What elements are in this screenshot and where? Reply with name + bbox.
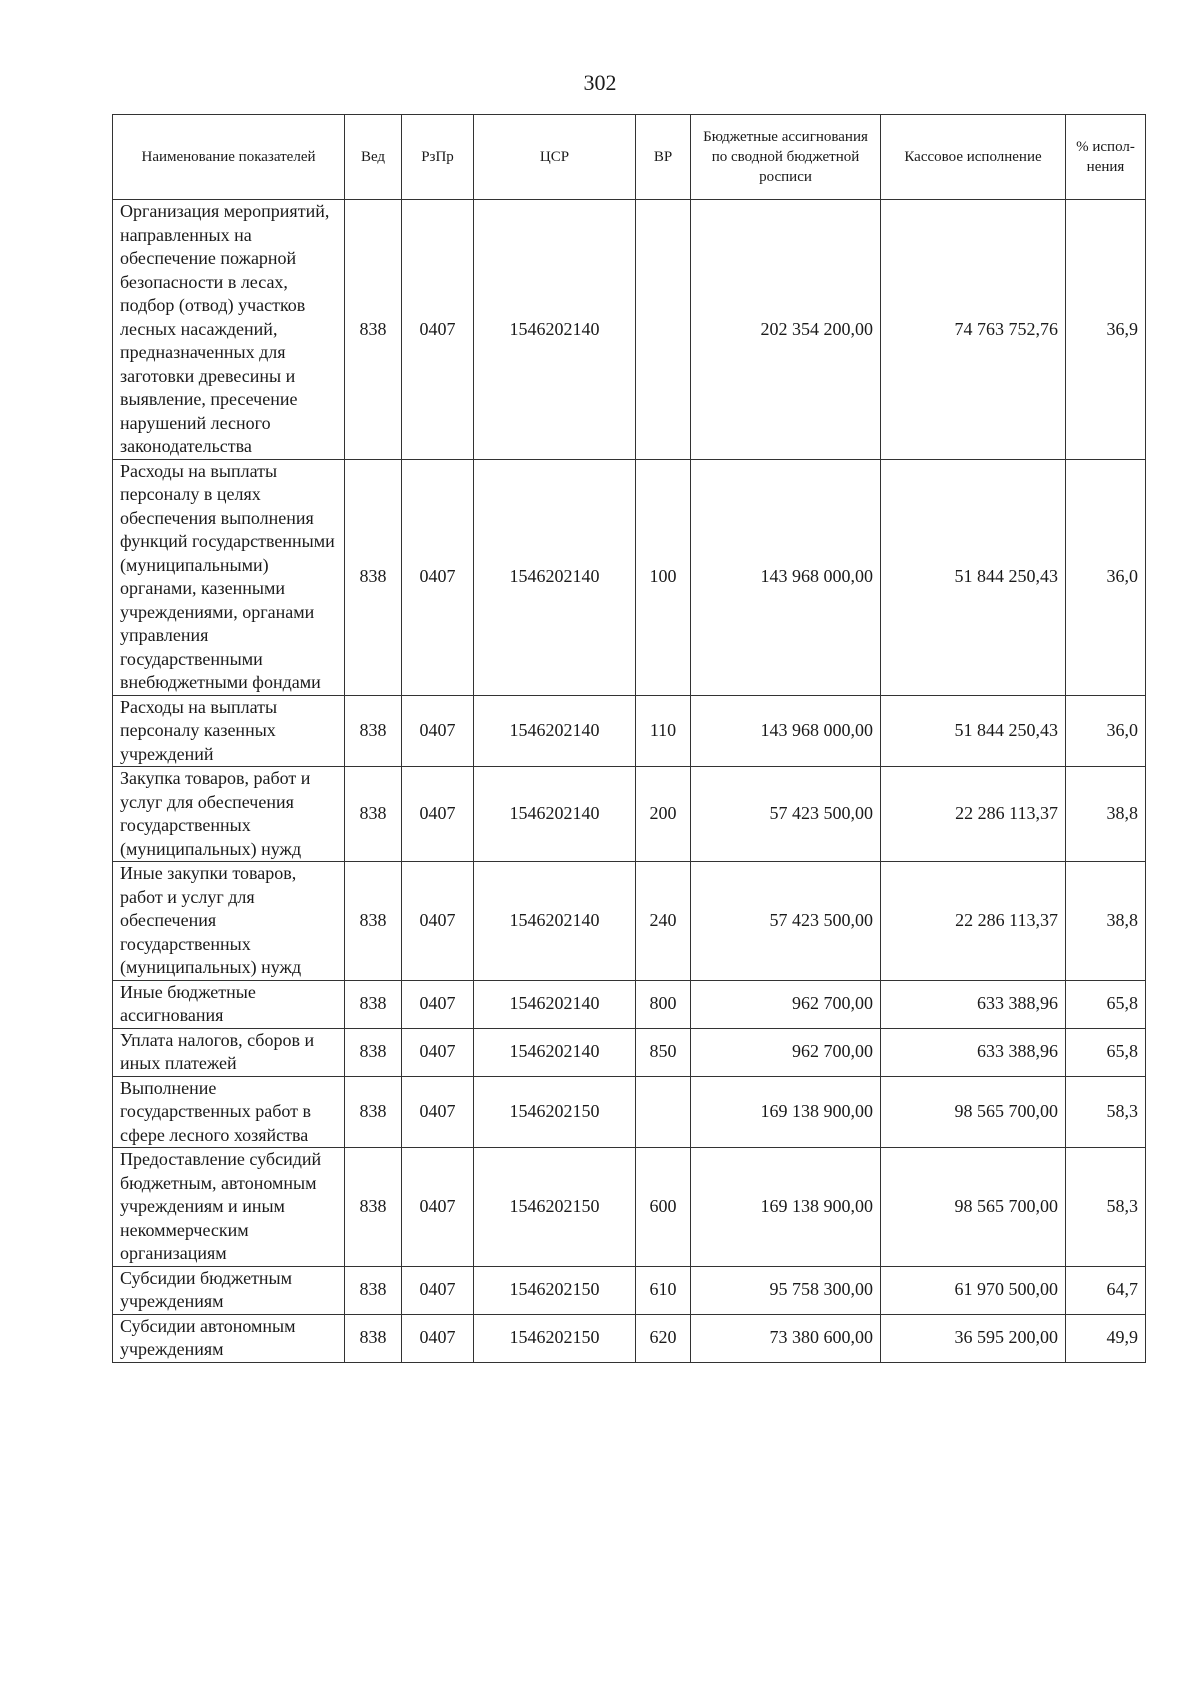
- row-name: Иные бюджетные ассигнования: [113, 980, 345, 1028]
- row-vr: 200: [636, 767, 691, 862]
- row-name: Организация мероприятий, направленных на обеспечение пожарной безопасности в лесах, подбор (отвод) участков лесных насаждений, предназначенных для заготовки древесины и выявление, пресечение нарушений лесного законодательства: [113, 200, 345, 460]
- row-name: Расходы на выплаты персоналу в целях обеспечения выполнения функций государственными (муниципальными) органами, казенными учреждениями, органами управления государственными внебюджетными фондами: [113, 459, 345, 695]
- row-cash: 51 844 250,43: [881, 459, 1066, 695]
- row-vr: [636, 1076, 691, 1148]
- table-row: [113, 980, 1146, 1028]
- row-name: Предоставление субсидий бюджетным, автономным учреждениям и иным некоммерческим организациям: [113, 1148, 345, 1267]
- row-ved: 838: [345, 695, 402, 767]
- table-row: [113, 1266, 1146, 1314]
- row-budget: 202 354 200,00: [691, 200, 881, 460]
- header-csr: ЦСР: [474, 115, 636, 200]
- row-name: Субсидии бюджетным учреждениям: [113, 1266, 345, 1314]
- row-csr: 1546202150: [474, 1266, 636, 1314]
- row-cash: 633 388,96: [881, 980, 1066, 1028]
- row-csr: 1546202150: [474, 1314, 636, 1362]
- row-vr: 620: [636, 1314, 691, 1362]
- row-rzpr: 0407: [402, 200, 474, 460]
- table-row: [113, 459, 1146, 695]
- row-percent: 65,8: [1066, 1028, 1146, 1076]
- row-budget: 57 423 500,00: [691, 767, 881, 862]
- row-percent: 49,9: [1066, 1314, 1146, 1362]
- row-csr: 1546202140: [474, 980, 636, 1028]
- table-row: [113, 1028, 1146, 1076]
- row-cash: 633 388,96: [881, 1028, 1066, 1076]
- row-rzpr: 0407: [402, 1314, 474, 1362]
- row-rzpr: 0407: [402, 862, 474, 981]
- row-percent: 38,8: [1066, 862, 1146, 981]
- table-header-row: [113, 115, 1146, 200]
- table-row: [113, 1076, 1146, 1148]
- row-vr: 100: [636, 459, 691, 695]
- row-ved: 838: [345, 459, 402, 695]
- row-csr: 1546202140: [474, 695, 636, 767]
- table-row: [113, 200, 1146, 460]
- row-csr: 1546202150: [474, 1148, 636, 1267]
- row-percent: 65,8: [1066, 980, 1146, 1028]
- row-cash: 61 970 500,00: [881, 1266, 1066, 1314]
- row-percent: 36,0: [1066, 695, 1146, 767]
- row-cash: 98 565 700,00: [881, 1076, 1066, 1148]
- row-csr: 1546202140: [474, 1028, 636, 1076]
- row-percent: 36,0: [1066, 459, 1146, 695]
- row-rzpr: 0407: [402, 1148, 474, 1267]
- row-budget: 169 138 900,00: [691, 1076, 881, 1148]
- header-budget: Бюджетные ассигнования по сводной бюджетной росписи: [691, 115, 881, 200]
- header-name: Наименование показателей: [113, 115, 345, 200]
- row-ved: 838: [345, 1266, 402, 1314]
- row-ved: 838: [345, 980, 402, 1028]
- row-vr: 240: [636, 862, 691, 981]
- row-rzpr: 0407: [402, 980, 474, 1028]
- row-budget: 143 968 000,00: [691, 459, 881, 695]
- row-cash: 51 844 250,43: [881, 695, 1066, 767]
- row-name: Субсидии автономным учреждениям: [113, 1314, 345, 1362]
- row-rzpr: 0407: [402, 1028, 474, 1076]
- row-rzpr: 0407: [402, 767, 474, 862]
- row-cash: 98 565 700,00: [881, 1148, 1066, 1267]
- row-budget: 962 700,00: [691, 980, 881, 1028]
- row-rzpr: 0407: [402, 1266, 474, 1314]
- row-vr: 600: [636, 1148, 691, 1267]
- table-row: [113, 767, 1146, 862]
- row-cash: 74 763 752,76: [881, 200, 1066, 460]
- row-name: Иные закупки товаров, работ и услуг для обеспечения государственных (муниципальных) нужд: [113, 862, 345, 981]
- row-budget: 57 423 500,00: [691, 862, 881, 981]
- row-cash: 36 595 200,00: [881, 1314, 1066, 1362]
- row-rzpr: 0407: [402, 1076, 474, 1148]
- table-row: [113, 695, 1146, 767]
- row-csr: 1546202140: [474, 862, 636, 981]
- row-percent: 38,8: [1066, 767, 1146, 862]
- row-ved: 838: [345, 767, 402, 862]
- row-cash: 22 286 113,37: [881, 862, 1066, 981]
- row-csr: 1546202140: [474, 459, 636, 695]
- table-row: [113, 1314, 1146, 1362]
- row-ved: 838: [345, 1148, 402, 1267]
- header-vr: ВР: [636, 115, 691, 200]
- table-row: [113, 862, 1146, 981]
- header-ved: Вед: [345, 115, 402, 200]
- row-rzpr: 0407: [402, 695, 474, 767]
- row-ved: 838: [345, 862, 402, 981]
- row-percent: 64,7: [1066, 1266, 1146, 1314]
- row-budget: 73 380 600,00: [691, 1314, 881, 1362]
- row-ved: 838: [345, 200, 402, 460]
- header-cash: Кассовое исполнение: [881, 115, 1066, 200]
- row-name: Закупка товаров, работ и услуг для обеспечения государственных (муниципальных) нужд: [113, 767, 345, 862]
- row-ved: 838: [345, 1028, 402, 1076]
- row-name: Уплата налогов, сборов и иных платежей: [113, 1028, 345, 1076]
- row-csr: 1546202140: [474, 767, 636, 862]
- row-ved: 838: [345, 1076, 402, 1148]
- row-percent: 58,3: [1066, 1076, 1146, 1148]
- row-budget: 95 758 300,00: [691, 1266, 881, 1314]
- row-budget: 962 700,00: [691, 1028, 881, 1076]
- row-percent: 58,3: [1066, 1148, 1146, 1267]
- row-ved: 838: [345, 1314, 402, 1362]
- row-name: Выполнение государственных работ в сфере лесного хозяйства: [113, 1076, 345, 1148]
- row-csr: 1546202150: [474, 1076, 636, 1148]
- row-cash: 22 286 113,37: [881, 767, 1066, 862]
- row-rzpr: 0407: [402, 459, 474, 695]
- row-vr: 800: [636, 980, 691, 1028]
- row-budget: 143 968 000,00: [691, 695, 881, 767]
- header-percent: % испол-нения: [1066, 115, 1146, 200]
- row-budget: 169 138 900,00: [691, 1148, 881, 1267]
- row-percent: 36,9: [1066, 200, 1146, 460]
- row-csr: 1546202140: [474, 200, 636, 460]
- row-vr: [636, 200, 691, 460]
- budget-execution-table: [112, 114, 1146, 1363]
- table-row: [113, 1148, 1146, 1267]
- row-vr: 110: [636, 695, 691, 767]
- page-number: 302: [583, 70, 617, 95]
- header-rzpr: РзПр: [402, 115, 474, 200]
- row-vr: 850: [636, 1028, 691, 1076]
- row-vr: 610: [636, 1266, 691, 1314]
- row-name: Расходы на выплаты персоналу казенных учреждений: [113, 695, 345, 767]
